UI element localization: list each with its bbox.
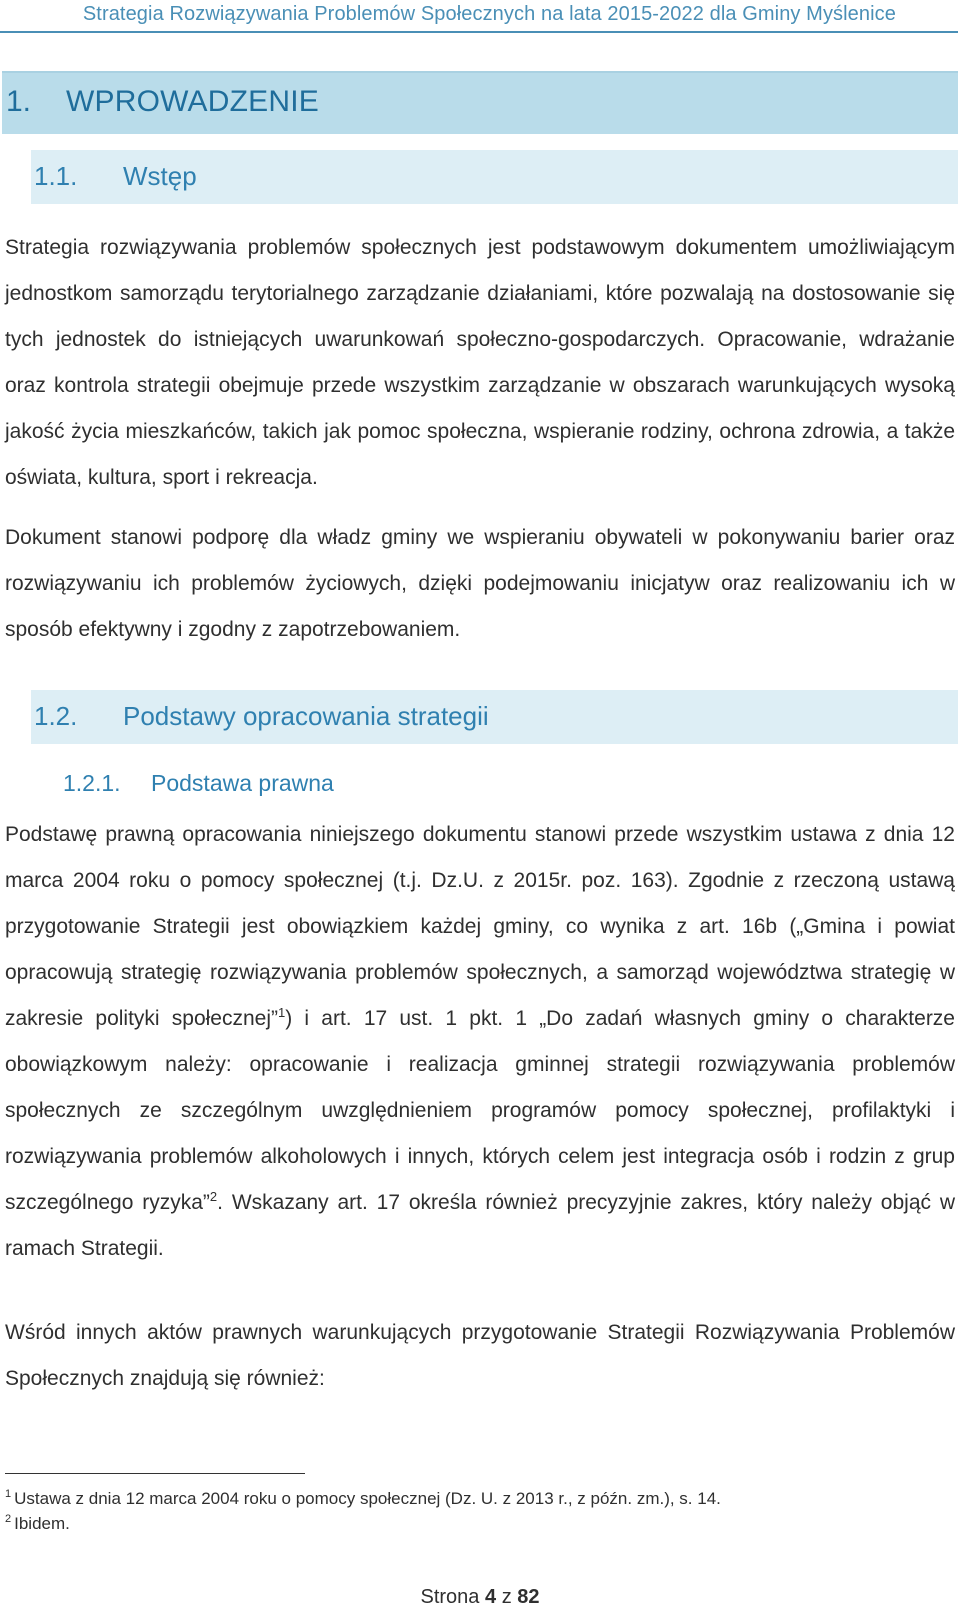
section-heading-1	[2, 71, 958, 134]
page-total: 82	[517, 1586, 540, 1608]
page-of: z	[501, 1586, 512, 1608]
footnote-text: Ustawa z dnia 12 marca 2004 roku o pomocy społecznej (Dz. U. z 2013 r., z późn. zm.), s. 14.	[14, 1489, 721, 1508]
footnote-ref-2[interactable]: 2	[209, 1189, 218, 1204]
footnote-2	[5, 1513, 70, 1535]
legal-paragraph-1	[5, 812, 955, 1272]
running-header	[0, 0, 958, 33]
section-heading-1-2-1	[63, 770, 334, 797]
intro-paragraph-2: Dokument stanowi podporę dla władz gminy we wspieraniu obywateli w pokonywaniu barier oraz rozwiązywaniu ich problemów życiowych, dzięki podejmowaniu inicjatyw oraz realizowaniu ich w sposób efektywny i zgodny z zapotrzebowaniem.	[5, 526, 955, 641]
section-title: Wstęp	[123, 161, 197, 191]
legal-text-part-1: Podstawę prawną opracowania niniejszego dokumentu stanowi przede wszystkim ustawa z dnia 12 marca 2004 roku o pomocy społecznej (t.j. Dz.U. z 2015r. poz. 163). Zgodnie z rzeczoną ustawą przygotowanie Strategii jest obowiązkiem każdej gminy, co wynika z art. 16b („Gmina i powiat opracowują strategię rozwiązywania problemów społecznych, a samorząd województwa strategię w zakresie polityki społecznej”	[5, 823, 955, 1030]
section-number: 1.	[6, 85, 32, 118]
footnote-separator	[5, 1473, 305, 1474]
section-number: 1.1.	[34, 161, 78, 191]
section-title: Podstawa prawna	[151, 770, 334, 796]
footnote-mark: 2	[5, 1513, 12, 1526]
running-header-title: Strategia Rozwiązywania Problemów Społecznych na lata 2015-2022 dla Gminy Myślenice	[82, 3, 896, 25]
page-label: Strona	[420, 1586, 480, 1608]
legal-paragraph-2: Wśród innych aktów prawnych warunkujących przygotowanie Strategii Rozwiązywania Problemów Społecznych znajdują się również:	[5, 1321, 955, 1390]
footnote-1	[5, 1488, 721, 1510]
section-title: Podstawy opracowania strategii	[123, 701, 489, 731]
section-title: WPROWADZENIE	[66, 85, 319, 118]
section-heading-1-2	[31, 690, 958, 744]
section-number: 1.2.	[34, 701, 78, 731]
section-heading-1-1	[31, 150, 958, 204]
page-number	[0, 1586, 960, 1609]
legal-text-part-3: . Wskazany art. 17 określa również precyzyjnie zakres, który należy objąć w ramach Strategii.	[5, 1191, 956, 1260]
footnote-ref-1[interactable]: 1	[278, 1005, 286, 1020]
footnote-mark: 1	[5, 1488, 12, 1501]
page-current: 4	[485, 1586, 497, 1608]
footnote-text: Ibidem.	[14, 1514, 70, 1533]
section-number: 1.2.1.	[63, 770, 121, 796]
legal-text-part-2: ) i art. 17 ust. 1 pkt. 1 „Do zadań własnych gminy o charakterze obowiązkowym należy: opracowanie i realizacja gminnej strategii rozwiązywania problemów społecznych ze szczególnym uwzględnieniem programów pomocy społecznej, profilaktyki i rozwiązywania problemów alkoholowych i innych, których celem jest integracja osób i rodzin z grup szczególnego ryzyka”	[5, 1007, 955, 1214]
intro-paragraph-1: Strategia rozwiązywania problemów społecznych jest podstawowym dokumentem umożliwiającym jednostkom samorządu terytorialnego zarządzanie działaniami, które pozwalają na dostosowanie się tych jednostek do istniejących uwarunkowań społeczno-gospodarczych. Opracowanie, wdrażanie oraz kontrola strategii obejmuje przede wszystkim zarządzanie w obszarach warunkujących wysoką jakość życia mieszkańców, takich jak pomoc społeczna, wspieranie rodziny, ochrona zdrowia, a także oświata, kultura, sport i rekreacja.	[5, 236, 955, 489]
